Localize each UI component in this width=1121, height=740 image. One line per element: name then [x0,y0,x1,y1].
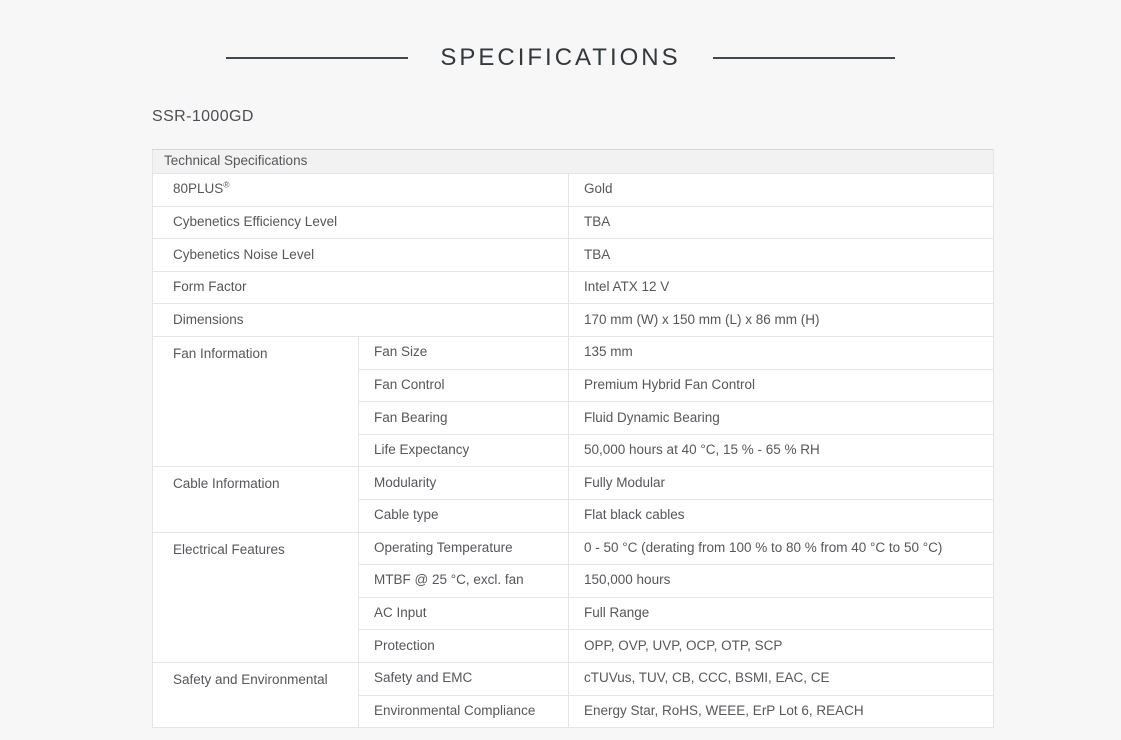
spec-label-text: 80PLUS [173,181,224,197]
spec-label-protection: Protection [359,630,569,663]
spec-value-cybenetics-efficiency: TBA [569,206,994,239]
spec-value-80plus: Gold [569,174,994,207]
spec-label-fan-size: Fan Size [359,336,569,369]
spec-value-fan-size: 135 mm [569,336,994,369]
spec-value-cable-type: Flat black cables [569,499,994,532]
spec-label-form-factor: Form Factor [153,271,569,304]
spec-label-life-expectancy: Life Expectancy [359,434,569,467]
spec-label-modularity: Modularity [359,467,569,500]
title-decorative-line-right [713,57,895,59]
spec-value-environmental-compliance: Energy Star, RoHS, WEEE, ErP Lot 6, REACH [569,695,994,728]
table-row [153,467,994,500]
spec-value-modularity: Fully Modular [569,467,994,500]
spec-label-80plus [153,174,569,207]
technical-specifications-table [152,149,994,728]
table-row [153,662,994,695]
spec-group-cable-information: Cable Information [153,467,359,532]
spec-value-dimensions: 170 mm (W) x 150 mm (L) x 86 mm (H) [569,304,994,337]
spec-label-mtbf: MTBF @ 25 °C, excl. fan [359,565,569,598]
spec-group-electrical-features: Electrical Features [153,532,359,662]
spec-label-safety-emc: Safety and EMC [359,662,569,695]
spec-value-ac-input: Full Range [569,597,994,630]
table-row [153,174,994,207]
specifications-section-header [0,44,1121,72]
spec-value-form-factor: Intel ATX 12 V [569,271,994,304]
spec-value-operating-temperature: 0 - 50 °C (derating from 100 % to 80 % from 40 °C to 50 °C) [569,532,994,565]
spec-value-fan-bearing: Fluid Dynamic Bearing [569,402,994,435]
spec-label-cybenetics-noise: Cybenetics Noise Level [153,239,569,272]
page-title: SPECIFICATIONS [440,44,681,71]
spec-group-safety-environmental: Safety and Environmental [153,662,359,727]
table-row [153,304,994,337]
table-header-label: Technical Specifications [153,150,994,174]
spec-label-fan-bearing: Fan Bearing [359,402,569,435]
spec-label-ac-input: AC Input [359,597,569,630]
table-header-row [153,150,994,174]
spec-group-fan-information: Fan Information [153,336,359,466]
model-name: SSR-1000GD [152,108,254,125]
table-row [153,271,994,304]
table-row [153,532,994,565]
spec-label-environmental-compliance: Environmental Compliance [359,695,569,728]
spec-value-life-expectancy: 50,000 hours at 40 °C, 15 % - 65 % RH [569,434,994,467]
table-row [153,336,994,369]
spec-label-fan-control: Fan Control [359,369,569,402]
table-row [153,206,994,239]
spec-value-mtbf: 150,000 hours [569,565,994,598]
table-row [153,239,994,272]
spec-label-dimensions: Dimensions [153,304,569,337]
spec-value-fan-control: Premium Hybrid Fan Control [569,369,994,402]
spec-value-protection: OPP, OVP, UVP, OCP, OTP, SCP [569,630,994,663]
spec-value-cybenetics-noise: TBA [569,239,994,272]
spec-value-safety-emc: cTUVus, TUV, CB, CCC, BSMI, EAC, CE [569,662,994,695]
spec-label-cybenetics-efficiency: Cybenetics Efficiency Level [153,206,569,239]
spec-label-cable-type: Cable type [359,499,569,532]
registered-trademark-symbol: ® [223,179,230,190]
spec-label-operating-temperature: Operating Temperature [359,532,569,565]
title-decorative-line-left [226,57,408,59]
